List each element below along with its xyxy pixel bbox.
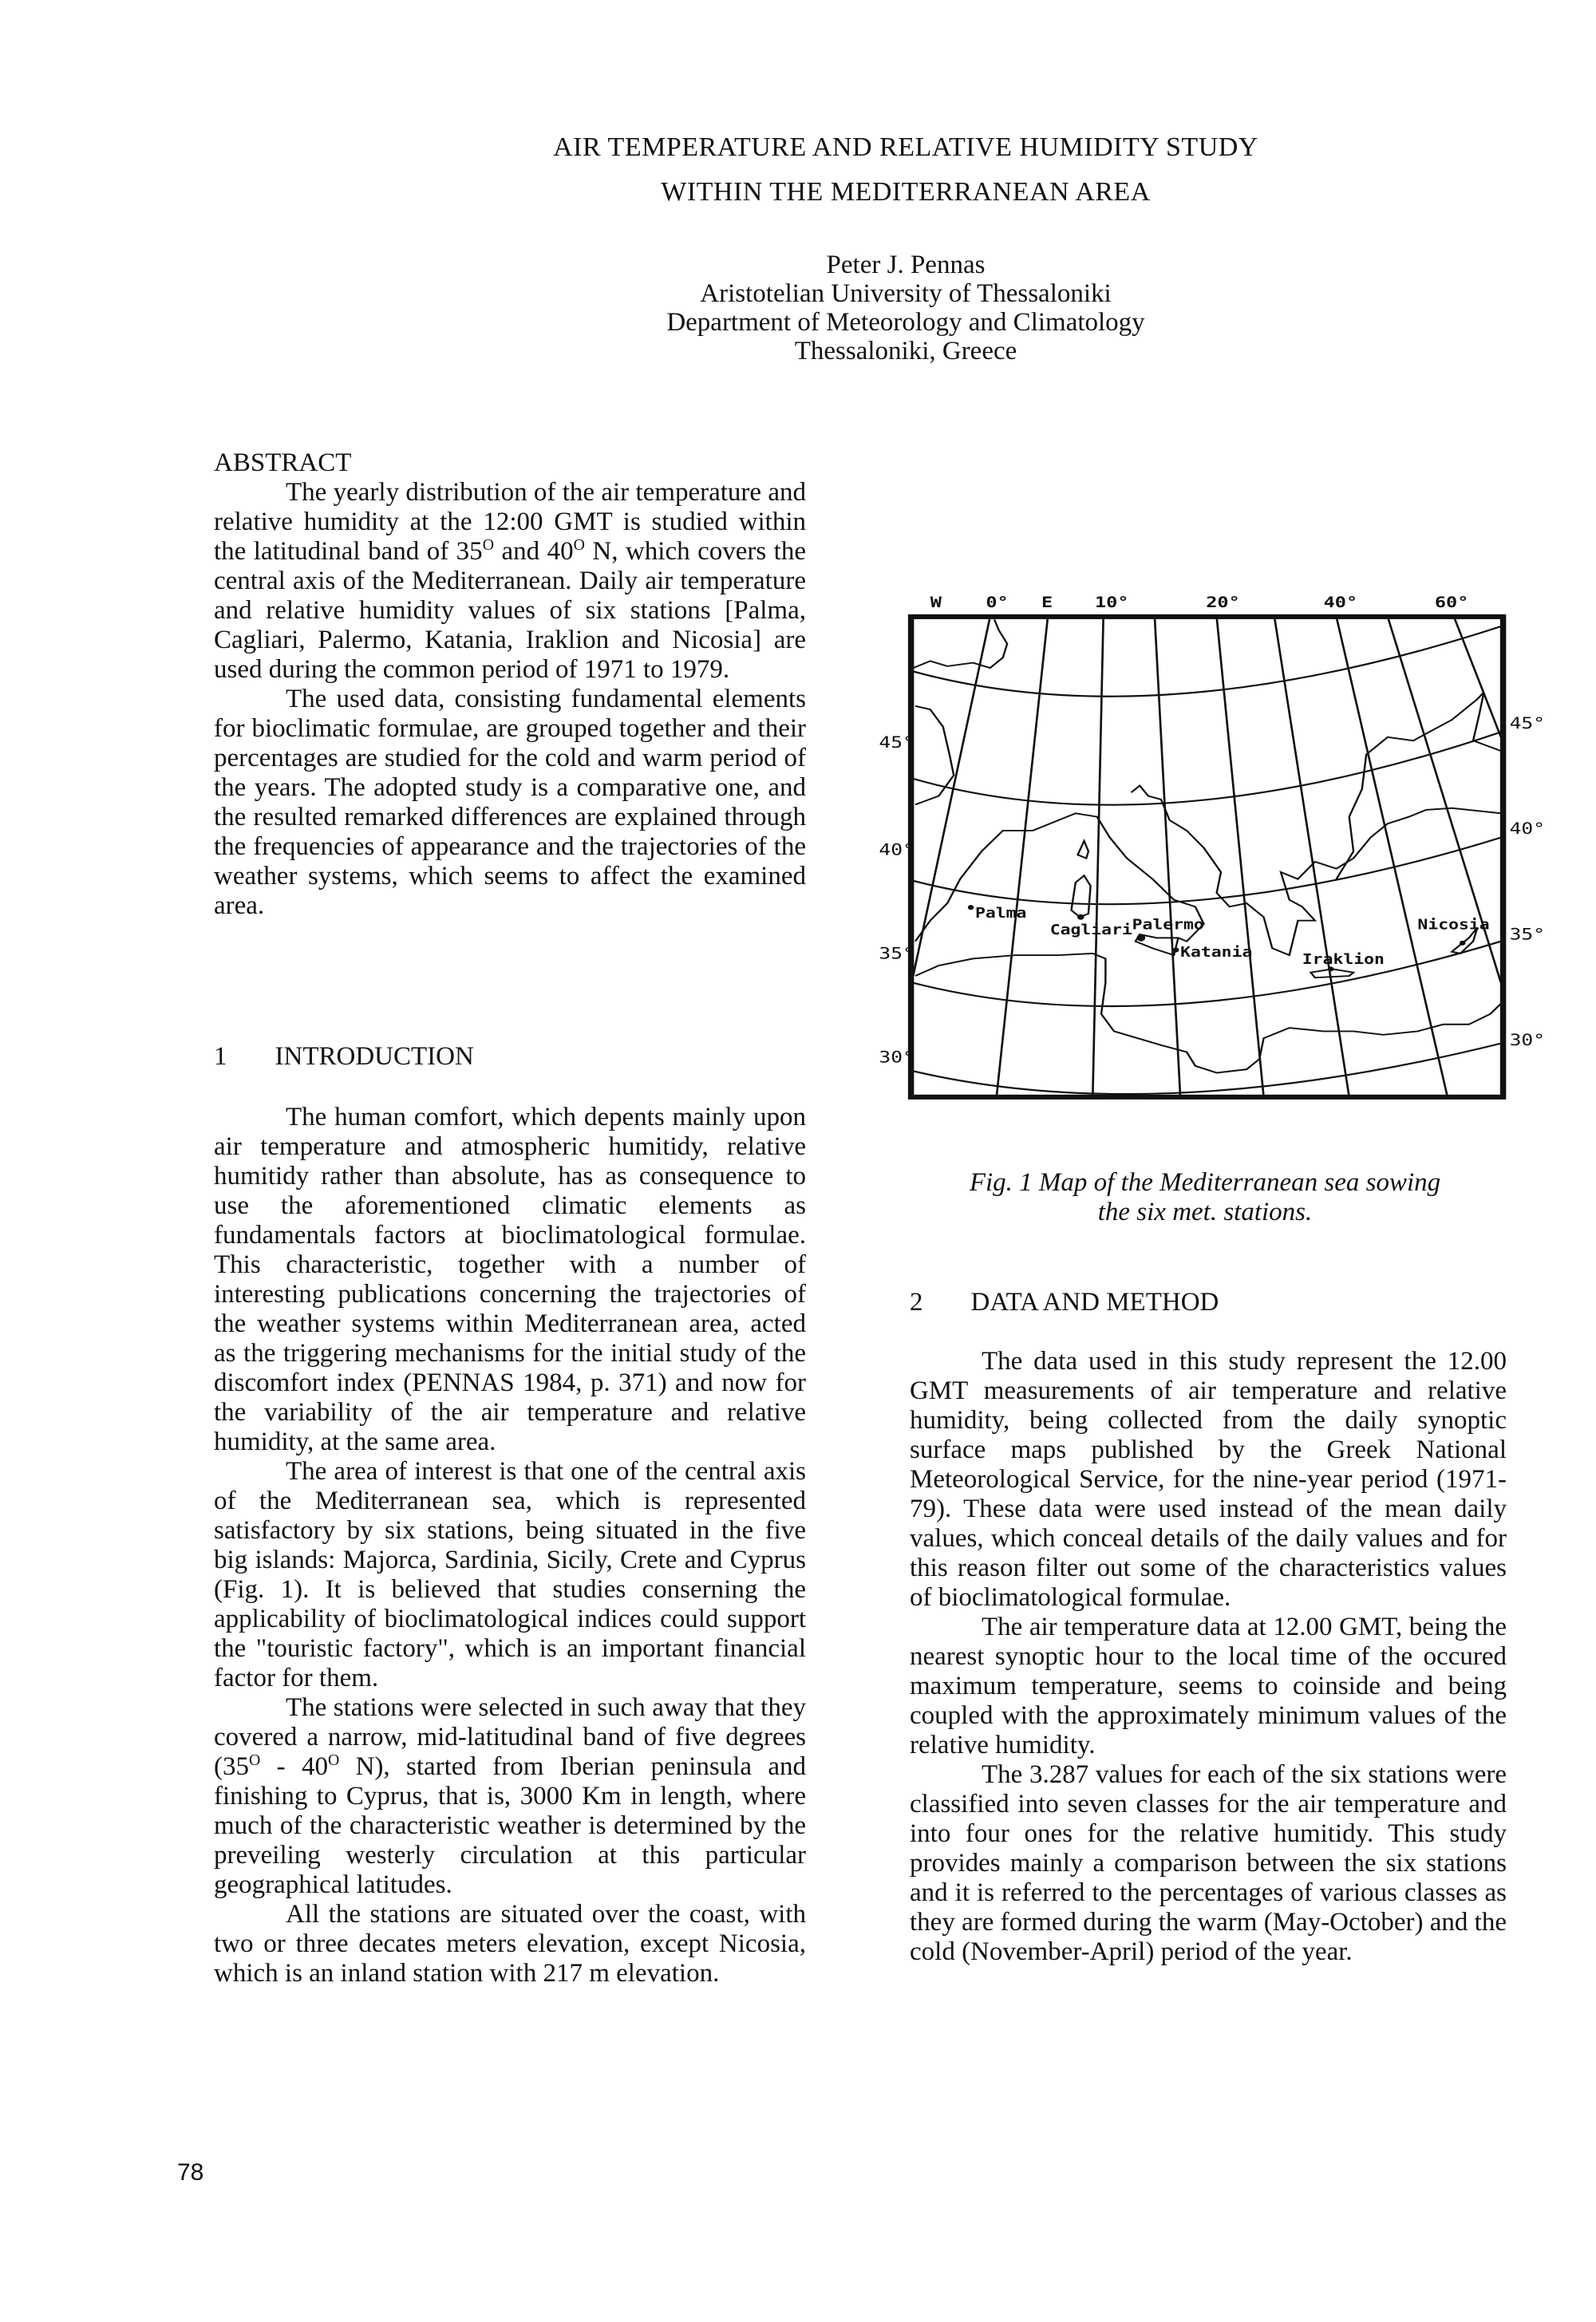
lat-label-left-40: 40° [879,840,915,859]
section-1-heading [214,1042,474,1072]
lat-label-left-30: 30° [879,1048,915,1067]
station-label-palma: Palma [974,905,1027,922]
intro-paragraph: The human comfort, which depents mainly upon air temperature and atmospheric humitidy, relative humitidy rather than absolute, has as consequence to use the aforementioned climatic elements as fundamentals factors at bioclimatological formulae. This characteristic, together with a number of interesting publications concerning the trajectories of the weather systems within Mediterranean area, acted as the triggering mechanisms for the initial study of the discomfort index (PENNAS 1984, p. 371) and now for the variability of the air temperature and relative humidity, at the same area. [214,1103,806,1456]
lat-label-right-40: 40° [1509,819,1546,839]
station-dot-cagliari [1077,914,1084,920]
author-university: Aristotelian University of Thessaloniki [700,279,1112,308]
station-label-palermo: Palermo [1132,916,1204,933]
station-dot-palma [968,905,974,910]
introduction-body [214,1103,806,1988]
data-paragraph: The air temperature data at 12.00 GMT, being the nearest synoptic hour to the local time of the occured maximum temperature, seems to coinside and being coupled with the approximately minimum values of the relative humidity. [910,1613,1507,1759]
paper-title-line-2: WITHIN THE MEDITERRANEAN AREA [661,177,1151,207]
map-label-10: 10° [1094,594,1129,612]
station-dot-palermo [1136,934,1145,942]
lat-label-right-35: 35° [1509,925,1546,944]
map-label-e: E [1041,594,1053,612]
mediterranean-map [862,575,1546,1117]
section-title: INTRODUCTION [275,1042,474,1071]
map-label-w: W [930,594,942,612]
author-block [0,251,1596,365]
section-title: DATA AND METHOD [970,1288,1219,1317]
intro-paragraph [214,1693,806,1900]
caption-line: the six met. stations. [1097,1198,1313,1226]
map-label-60: 60° [1434,594,1469,612]
section-number: 1 [214,1042,227,1071]
degree-sup: O [482,536,494,554]
map-label-0: 0° [986,594,1009,612]
abstract-paragraph [214,478,806,685]
station-label-nicosia: Nicosia [1417,916,1490,933]
section-number: 2 [910,1288,923,1317]
text-run: N), started from Iberian peninsula and finishing to Cyprus, that is, 3000 Km in length, where much of the characteristic weather is determined by the preveiling westerly circulation at this particular geographical latitudes. [214,1752,806,1899]
text-run: The yearly distribution of the air temperature and relative humidity at the 12:00 GMT is studied within the latitudinal band of 35 [214,478,806,566]
text-run: N, which covers the central axis of the Mediterranean. Daily air temperature and relative humidity values of six stations [Palma, Cagliari, Palermo, Katania, Iraklion and Nicosia] are used during the common period of 1971 to 1979. [214,537,807,684]
caption-line: Fig. 1 Map of the Mediterranean sea sowing [969,1168,1441,1197]
data-method-body [910,1347,1507,1967]
station-label-cagliari: Cagliari [1049,922,1132,938]
lat-label-right-30: 30° [1509,1030,1546,1050]
map-label-20: 20° [1206,594,1240,612]
lat-label-left-45: 45° [879,733,915,752]
intro-paragraph: All the stations are situated over the coast, with two or three decates meters elevation, except Nicosia, which is an inland station with 217 m elevation. [214,1900,806,1988]
station-dots [968,905,1466,971]
text-run: The stations were selected in such away that they covered a narrow, mid-latitudinal band of five degrees (35 [214,1693,806,1781]
section-2-heading [910,1288,1219,1317]
intro-paragraph: The area of interest is that one of the central axis of the Mediterranean sea, which is represented satisfactory by six stations, being situated in the five big islands: Majorca, Sardinia, Sicily, Crete and Cyprus (Fig. 1). It is believed that studies conserning the applicability of bioclimatological indices could support the "touristic factory", which is an important financial factor for them. [214,1457,806,1692]
abstract-section [214,448,806,921]
abstract-heading: ABSTRACT [214,448,352,477]
data-paragraph: The data used in this study represent the 12.00 GMT measurements of air temperature and relative humidity, being collected from the daily synoptic surface maps published by the Greek National Meteorological Service, for the nine-year period (1971-79). These data were used instead of the mean daily values, which conceal details of the daily values and for this reason filter out some of the characteristics values of bioclimatological formulae. [910,1347,1507,1612]
degree-sup: O [573,536,585,554]
paper-title-line-1: AIR TEMPERATURE AND RELATIVE HUMIDITY STUDY [553,132,1258,162]
lat-label-right-45: 45° [1509,714,1546,733]
data-paragraph: The 3.287 values for each of the six stations were classified into seven classes for the air temperature and into four ones for the relative humitidy. This study provides mainly a comparison between the six stations and it is referred to the percentages of various classes as they are formed during the warm (May-October) and the cold (November-April) period of the year. [910,1760,1507,1966]
author-department: Department of Meteorology and Climatology [666,308,1145,337]
author-name: Peter J. Pennas [826,251,986,279]
station-label-katania: Katania [1180,944,1253,961]
coastlines [913,619,1501,1072]
station-dot-katania [1173,948,1179,953]
station-label-iraklion: Iraklion [1302,950,1385,968]
map-label-40: 40° [1323,594,1358,612]
text-run: - 40 [260,1752,328,1781]
station-dot-nicosia [1460,941,1466,946]
degree-sup: O [327,1751,340,1769]
abstract-paragraph: The used data, consisting fundamental elements for bioclimatic formulae, are grouped together and their percentages are studied for the cold and warm period of the years. The adopted study is a comparative one, and the resulted remarked differences are explained through the frequencies of appearance and the trajectories of the weather systems, which seems to affect the examined area. [214,685,806,920]
figure-caption [902,1168,1508,1227]
degree-sup: O [249,1751,261,1769]
lat-label-left-35: 35° [879,944,915,963]
page-number: 78 [177,2159,204,2186]
author-location: Thessaloniki, Greece [794,337,1017,365]
text-run: and 40 [493,537,574,566]
